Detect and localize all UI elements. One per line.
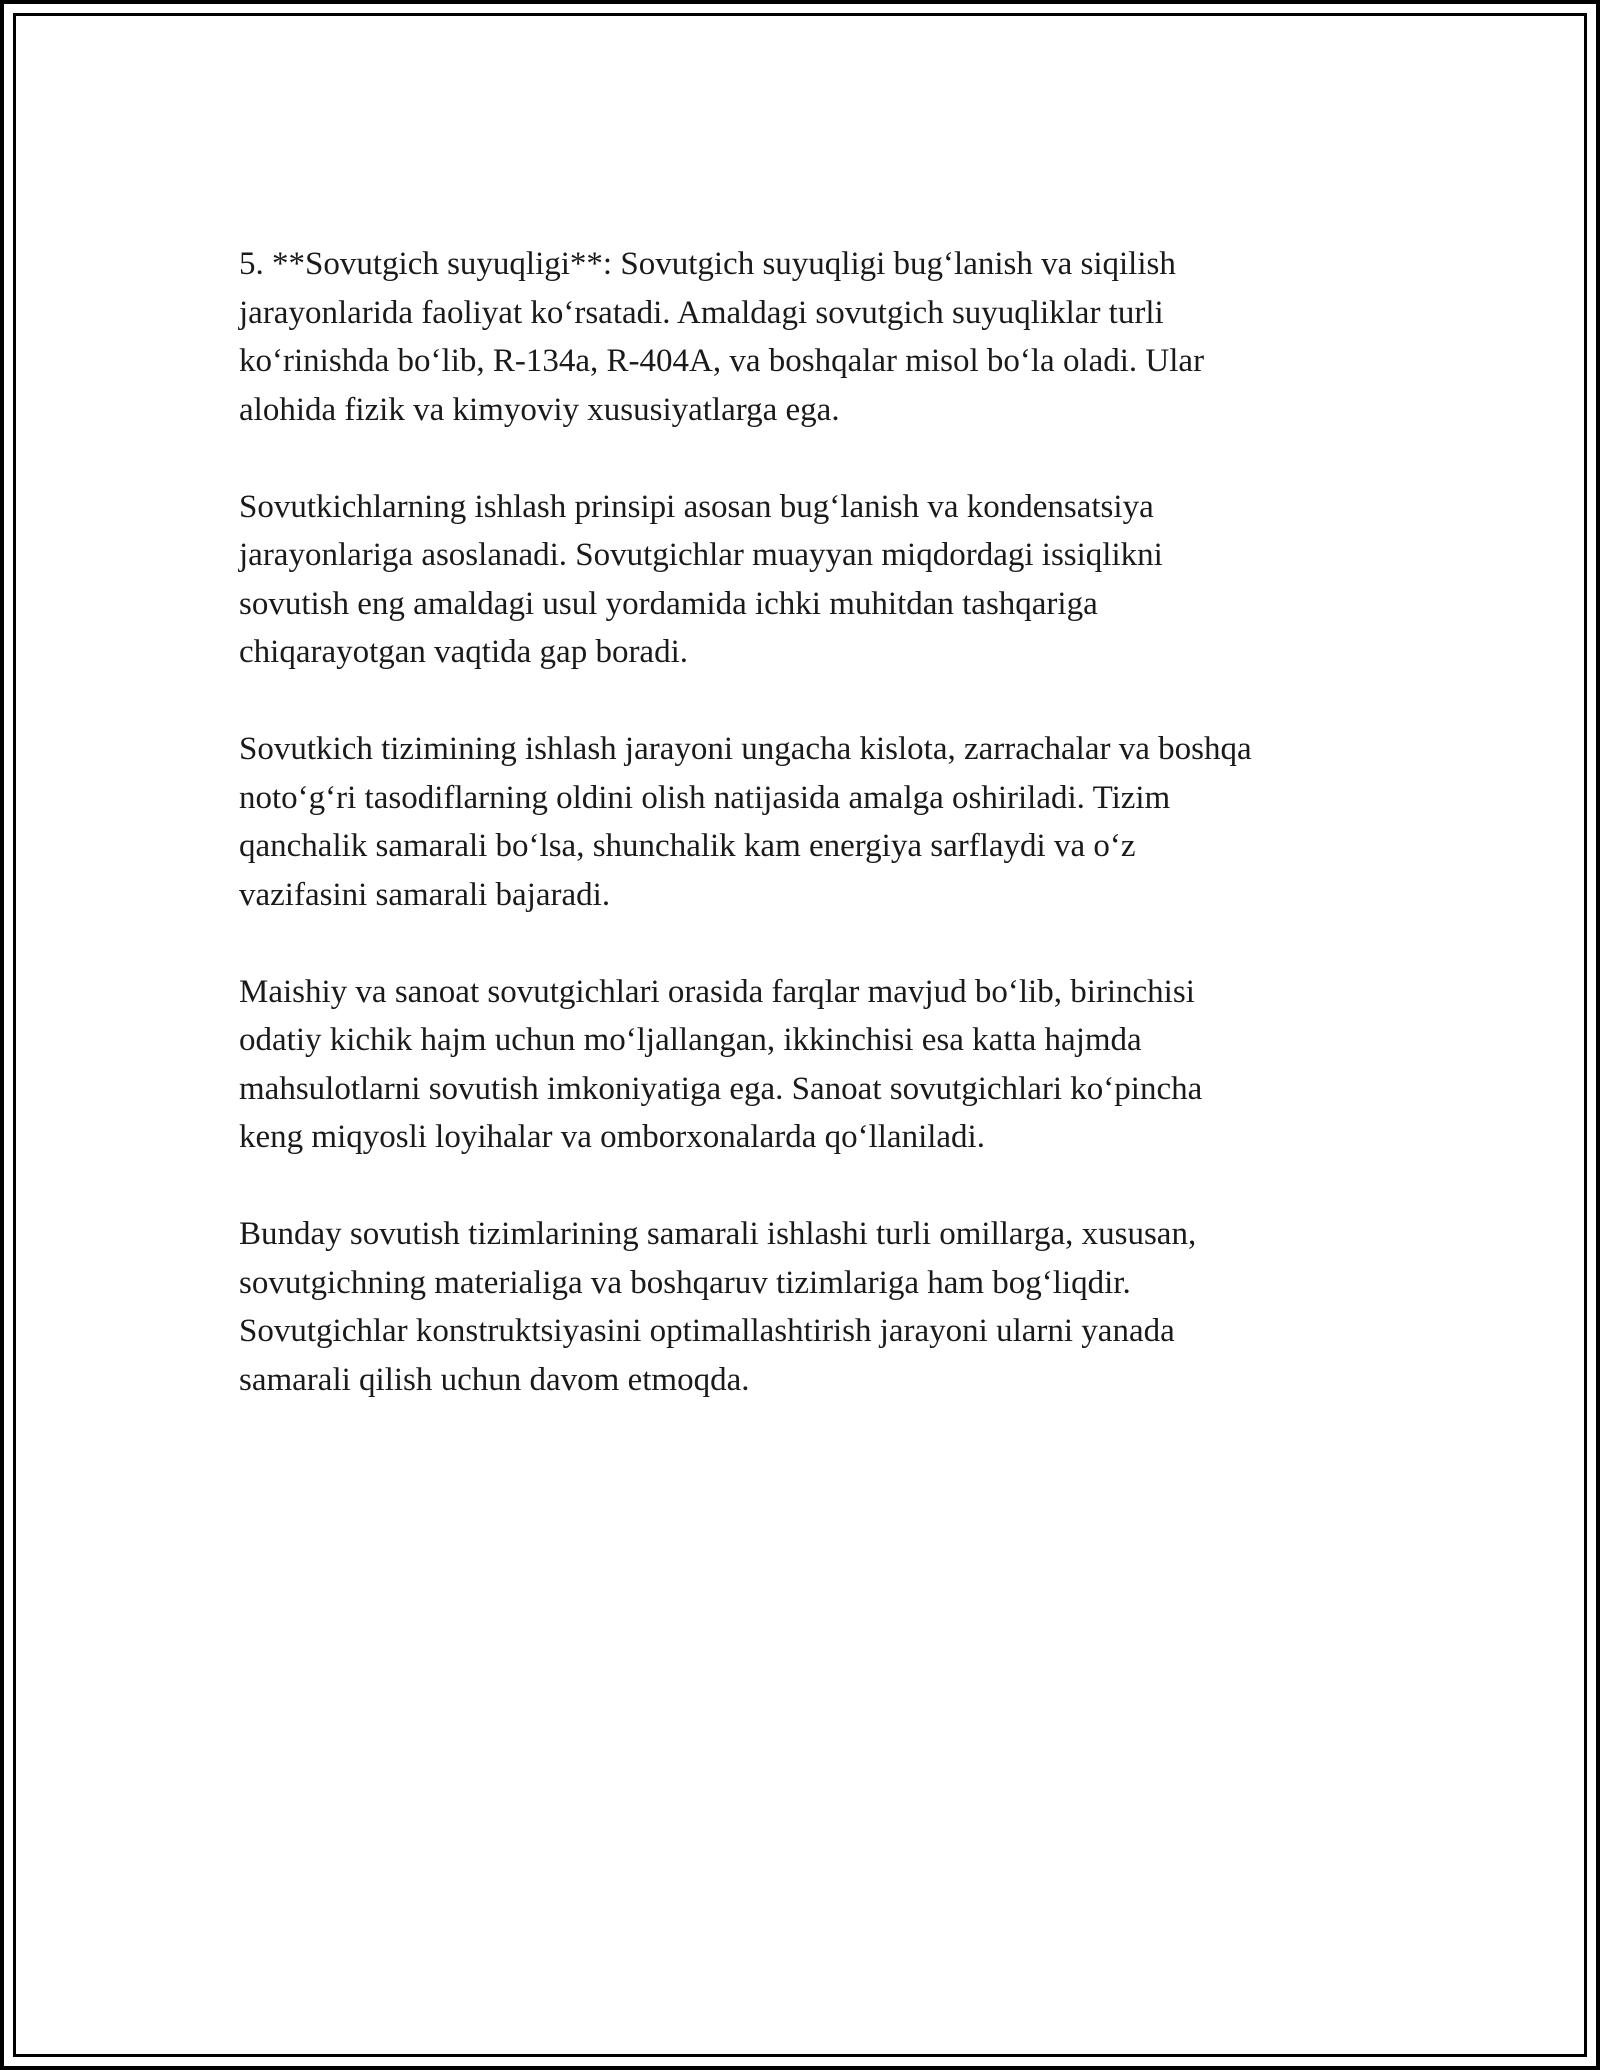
- paragraph-refrigerant-fluid: 5. **Sovutgich suyuqligi**: Sovutgich suyuqligi bug‘lanish va siqilish jarayonlarida faoliyat ko‘rsatadi. Amaldagi sovutgich suyuqliklar turli ko‘rinishda bo‘lib, R-134a, R-404A, va boshqalar misol bo‘la oladi. Ular alohida fizik va kimyoviy xususiyatlarga ega.: [239, 246, 1205, 428]
- document-body: [239, 240, 1379, 1453]
- paragraph-system-process: Sovutkich tizimining ishlash jarayoni ungacha kislota, zarrachalar va boshqa noto‘g‘ri tasodiflarning oldini olish natijasida amalga oshiriladi. Tizim qanchalik samarali bo‘lsa, shunchalik kam energiya sarflaydi va o‘z vazifasini samarali bajaradi.: [239, 731, 1252, 913]
- paragraph-household-vs-industrial: Maishiy va sanoat sovutgichlari orasida farqlar mavjud bo‘lib, birinchisi odatiy kichik hajm uchun mo‘ljallangan, ikkinchisi esa katta hajmda mahsulotlarni sovutish imkoniyatiga ega. Sanoat sovutgichlari ko‘pincha keng miqyosli loyihalar va omborxonalarda qo‘llaniladi.: [239, 973, 1203, 1155]
- paragraph-working-principle: Sovutkichlarning ishlash prinsipi asosan bug‘lanish va kondensatsiya jarayonlariga asoslanadi. Sovutgichlar muayyan miqdordagi issiqlikni sovutish eng amaldagi usul yordamida ichki muhitdan tashqariga chiqarayotgan vaqtida gap boradi.: [239, 488, 1163, 670]
- paragraph-efficiency-factors: Bunday sovutish tizimlarining samarali ishlashi turli omillarga, xususan, sovutgichning materialiga va boshqaruv tizimlariga ham bog‘liqdir. Sovutgichlar konstruktsiyasini optimallashtirish jarayoni ularni yanada samarali qilish uchun davom etmoqda.: [239, 1216, 1197, 1398]
